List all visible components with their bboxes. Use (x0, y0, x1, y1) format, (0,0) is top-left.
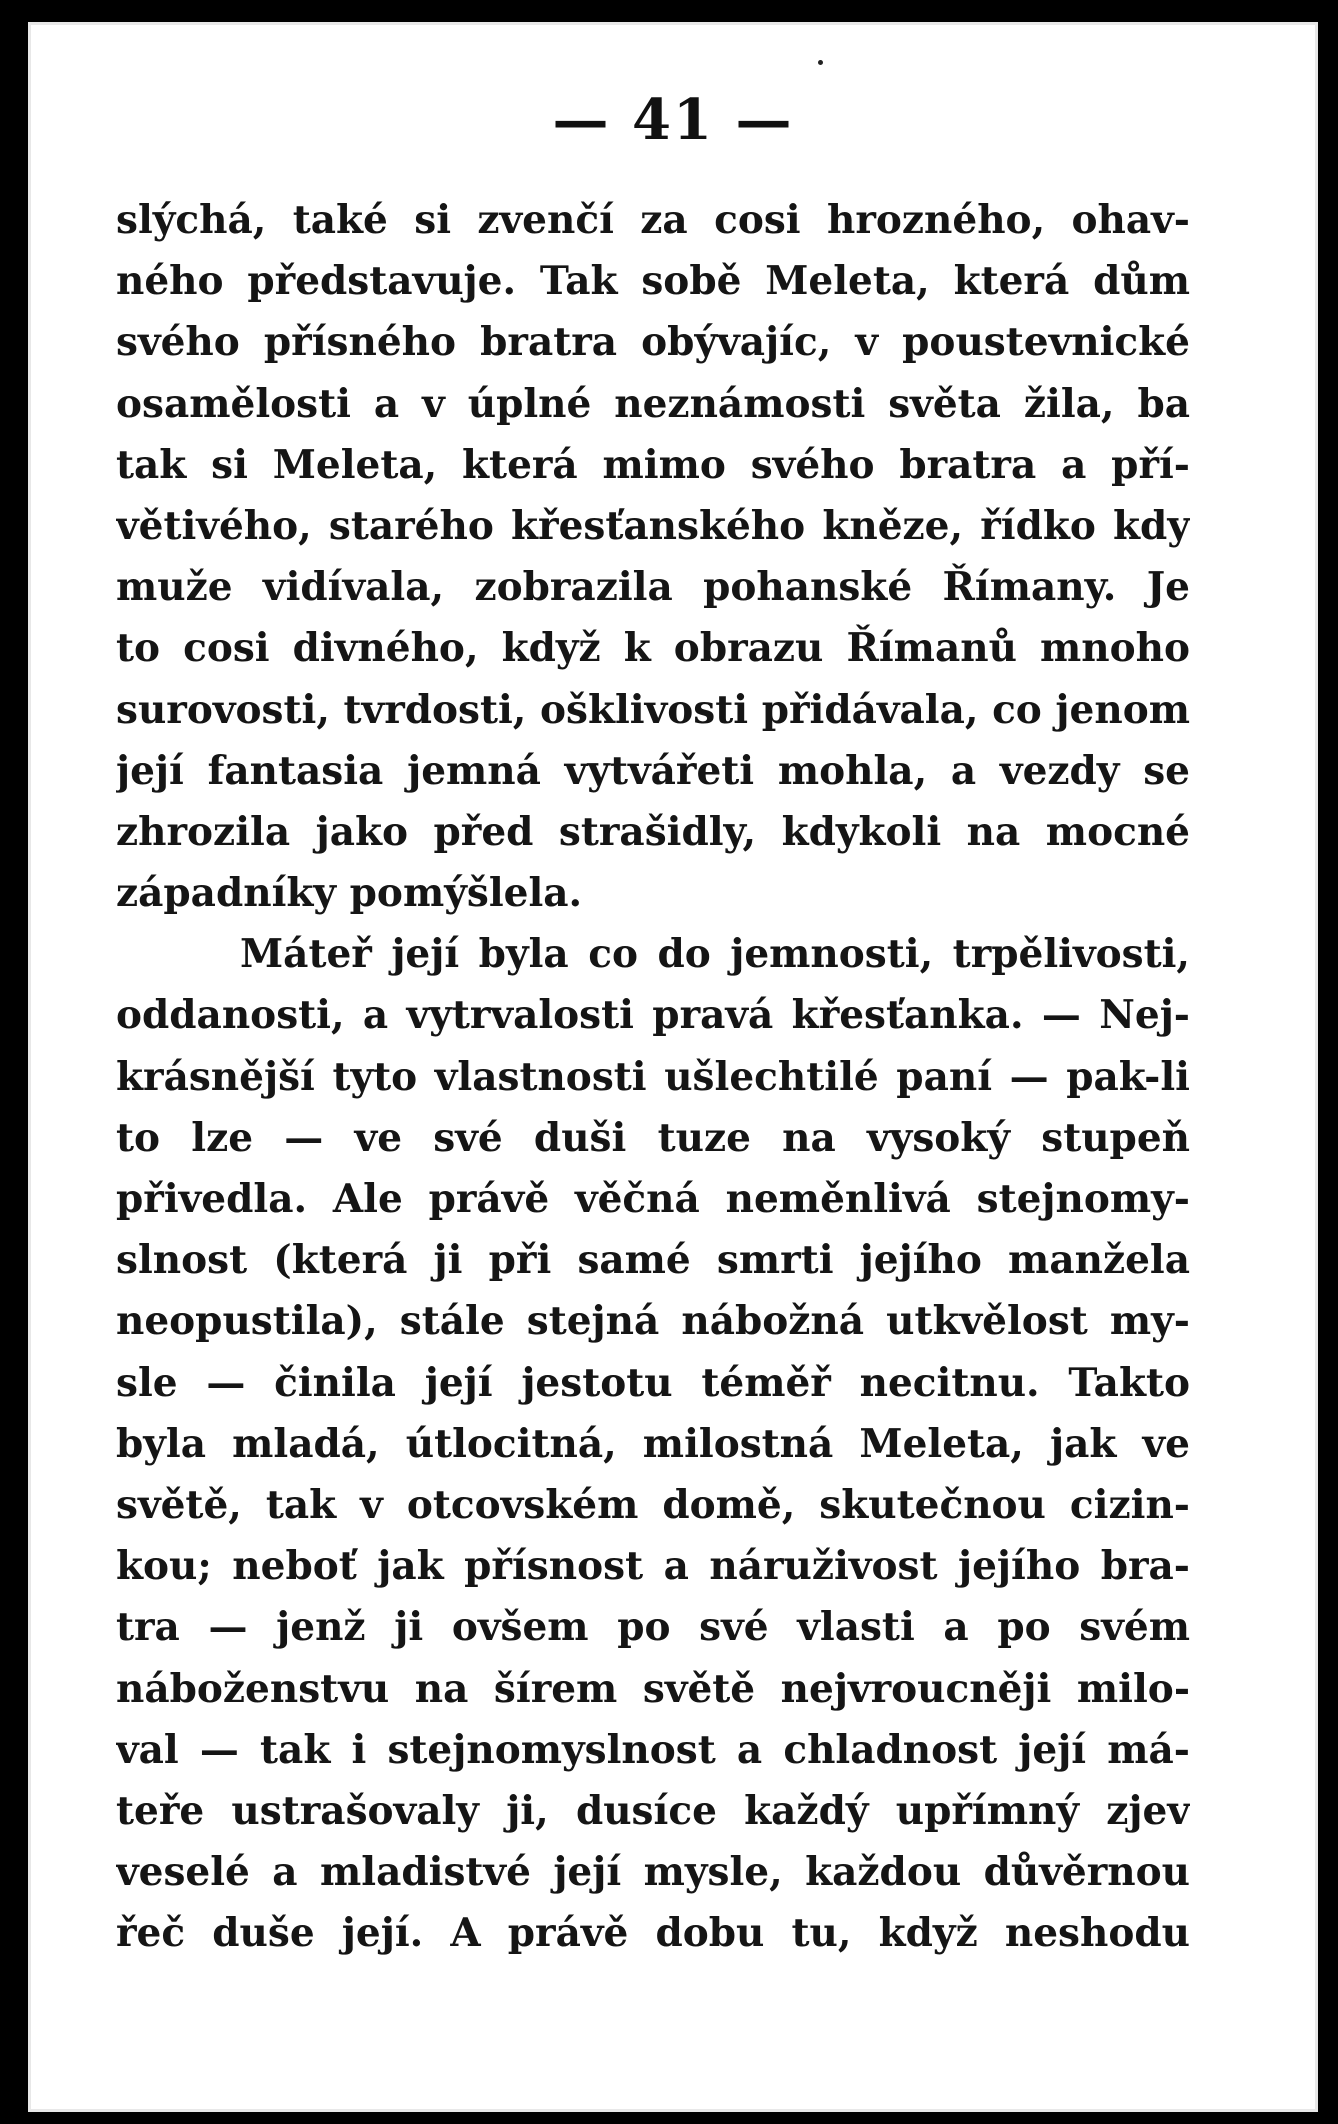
body-text (116, 190, 1190, 1964)
text-line: tra — jenž ji ovšem po své vlasti a po svém (116, 1604, 1190, 1651)
text-line: větivého, starého křesťanského kněze, řídko kdy (116, 502, 1190, 549)
text-line: surovosti, tvrdosti, ošklivosti přidávala, co jenom (116, 686, 1190, 733)
text-line: oddanosti, a vytrvalosti pravá křesťanka. — Nej- (116, 992, 1190, 1039)
text-line: krásnější tyto vlastnosti ušlechtilé paní — pak-li (116, 1053, 1190, 1100)
text-line: sle — činila její jestotu téměř necitnu. Takto (116, 1359, 1190, 1406)
text-line: to lze — ve své duši tuze na vysoký stupeň (116, 1114, 1190, 1161)
text-line: tak si Meleta, která mimo svého bratra a pří- (116, 441, 1190, 488)
text-line: světě, tak v otcovském domě, skutečnou cizin- (116, 1481, 1190, 1528)
text-line: to cosi divného, když k obrazu Římanů mnoho (116, 625, 1190, 672)
text-line: náboženstvu na šírem světě nejvroucněji milo- (116, 1665, 1190, 1712)
text-line: muže vidívala, zobrazila pohanské Římany. Je (116, 564, 1190, 611)
text-line: západníky pomýšlela. (116, 870, 583, 917)
ink-speck (818, 60, 823, 65)
text-line: teře ustrašovaly ji, dusíce každý upřímný zjev (116, 1787, 1190, 1834)
text-line: zhrozila jako před strašidly, kdykoli na mocné (116, 808, 1190, 855)
text-line: její fantasia jemná vytvářeti mohla, a vezdy se (116, 747, 1190, 794)
text-line: přivedla. Ale právě věčná neměnlivá stejnomy- (116, 1176, 1190, 1222)
text-line: byla mladá, útlocitná, milostná Meleta, jak ve (116, 1420, 1190, 1467)
text-line: val — tak i stejnomyslnost a chladnost její má- (116, 1726, 1190, 1773)
book-page (28, 22, 1318, 2112)
text-line: svého přísného bratra obývajíc, v poustevnické (116, 319, 1190, 366)
text-line: Máteř její byla co do jemnosti, trpělivosti, (240, 931, 1190, 978)
text-line: slýchá, také si zvenčí za cosi hrozného, ohav- (116, 197, 1190, 243)
text-line: slnost (která ji při samé smrti jejího manžela (116, 1237, 1190, 1284)
text-line: řeč duše její. A právě dobu tu, když neshodu (116, 1910, 1190, 1957)
text-line: ného představuje. Tak sobě Meleta, která dům (116, 258, 1190, 305)
page-number: — 41 — (552, 87, 794, 153)
text-line: osamělosti a v úplné neznámosti světa žila, ba (116, 380, 1190, 427)
text-line: kou; neboť jak přísnost a náruživost jejího bra- (116, 1543, 1190, 1590)
text-line: veselé a mladistvé její mysle, každou důvěrnou (116, 1849, 1190, 1896)
text-line: neopustila), stále stejná nábožná utkvělost my- (116, 1298, 1190, 1345)
